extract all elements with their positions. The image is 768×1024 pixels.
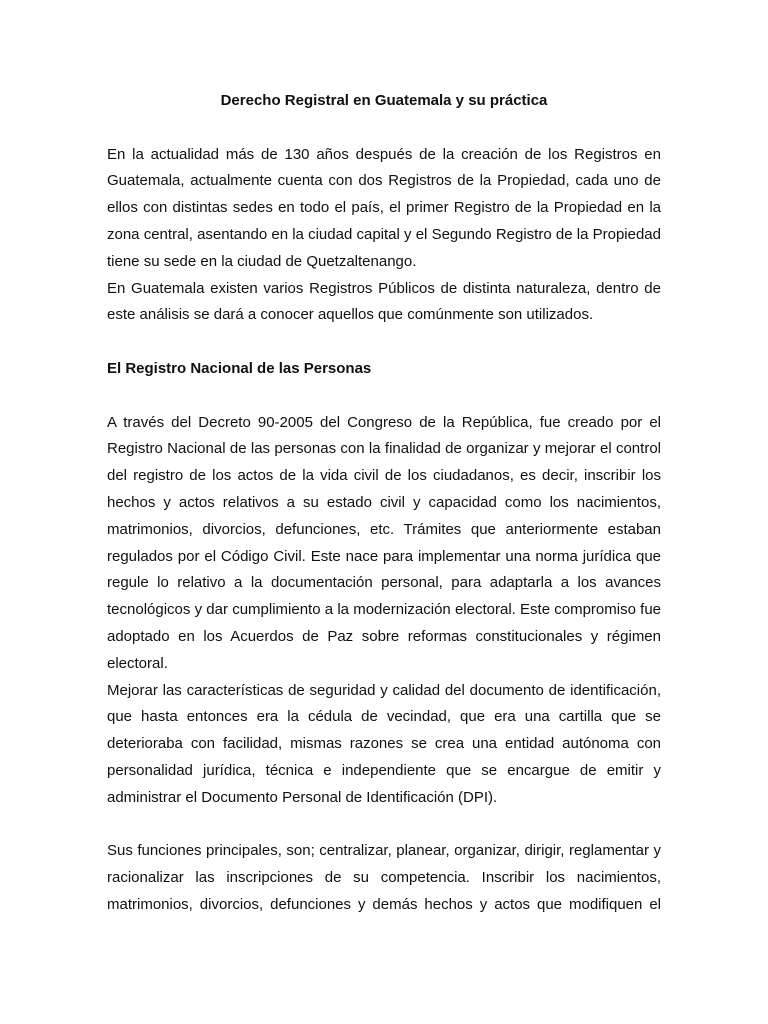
section-paragraph-3: Sus funciones principales, son; centralizar, planear, organizar, dirigir, reglamentar y racionalizar las inscripciones de su competencia. Inscribir los nacimientos, matrimonios, divorcios, defunciones y demás hechos y actos que modifiquen el xyxy=(107,842,661,913)
spacer xyxy=(107,383,661,410)
document-title: Derecho Registral en Guatemala y su práctica xyxy=(220,92,548,109)
section-heading: El Registro Nacional de las Personas xyxy=(107,359,372,377)
intro-paragraph-2: En Guatemala existen varios Registros Públicos de distinta naturaleza, dentro de este análisis se dará a conocer aquellos que comúnmente son utilizados. xyxy=(107,279,661,324)
spacer xyxy=(107,329,661,356)
document-body xyxy=(107,88,661,919)
spacer xyxy=(107,115,661,142)
section-paragraph-1: A través del Decreto 90-2005 del Congreso de la República, fue creado por el Registro Nacional de las personas con la finalidad de organizar y mejorar el control del registro de los actos de la vida civil de los ciudadanos, es decir, inscribir los hechos y actos relativos a su estado civil y capacidad como los nacimientos, matrimonios, divorcios, defunciones, etc. Trámites que anteriormente estaban regulados por el Código Civil. Este nace para implementar una norma jurídica que regule lo relativo a la documentación personal, para adaptarla a los avances tecnológicos y dar cumplimiento a la modernización electoral. Este compromiso fue adoptado en los Acuerdos de Paz sobre reformas constitucionales y régimen electoral. xyxy=(107,413,661,672)
intro-paragraph-1: En la actualidad más de 130 años después de la creación de los Registros en Guatemala, actualmente cuenta con dos Registros de la Propiedad, cada uno de ellos con distintas sedes en todo el país, el primer Registro de la Propiedad en la zona central, asentando en la ciudad capital y el Segundo Registro de la Propiedad tiene su sede en la ciudad de Quetzaltenango. xyxy=(107,145,661,270)
spacer xyxy=(107,812,661,839)
section-paragraph-2: Mejorar las características de seguridad y calidad del documento de identificación, que hasta entonces era la cédula de vecindad, que era una cartilla que se deterioraba con facilidad, mismas razones se crea una entidad autónoma con personalidad jurídica, técnica e independiente que se encargue de emitir y administrar el Documento Personal de Identificación (DPI). xyxy=(107,681,661,806)
